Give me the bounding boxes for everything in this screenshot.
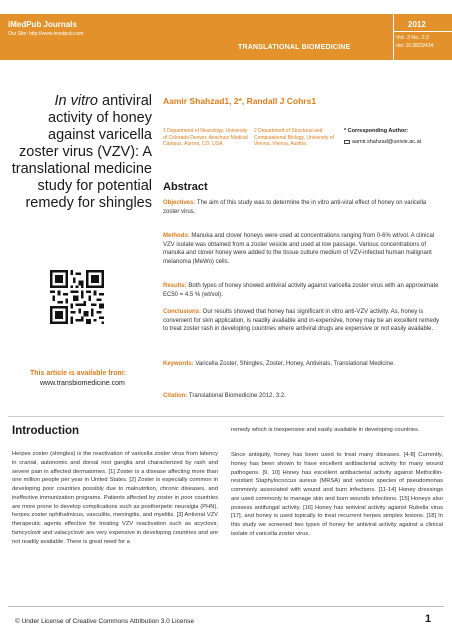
header-divider [393,14,394,60]
introduction-column-1: Herpes zoster (shingles) is the reactivation of varicella zoster virus from latency in cranial, autonomic and dorsal root ganglia and characterized by rash and severe pain in affected dermatomes. [1] Zoster is a disease affecting more than one million people per year in United States. [2] Zoster is especially common in developing poor countries possibly due to malnutrition, chronic diseases, and ineffective immunization programs. Patients affected by zoster in poor countries are more prone to develop complications such as postherpetic neuralgia (PHN), herpes zoster ophthalmicus, vasculitis, meningitis, and myelitis. [3] Antiviral VZV therapeutic agents effective for treating VZV reactivation such as acyclovir, famcyclovir and valacyclovir are very expensive in developing countries and are not readily available. There is great need for a [12,451,218,545]
envelope-icon [344,140,350,144]
methods-label: Methods: [163,233,190,239]
article-title [8,93,152,212]
abstract-keywords [163,360,443,369]
page-number: 1 [425,613,432,625]
introduction-column-2-paragraph: Since antiquity, honey has been used to treat many diseases. [4-8] Currently, honey has been shown to have excellent antibacterial activity for many wound pathogens. [9, 10] Honey has excellent antibacterial activity against Methicillin-resistant Staphylococcus aureus (MRSA) and various species of pseudomonas commonly associated with wound and burn infections. [11-14] Honey dressings are used commonly to manage skin and burn wounds infections. [15] Honeys also possess antifungal activity. [16] Honey has antiviral activity against Rubella virus [17], and honey is used topically to treat recurrent herpes simplex lesions. [18] In this study we screened two types of honey for antiviral activity against a clinical isolate of varicella zoster virus. [231,452,443,537]
qr-code-icon[interactable] [50,270,104,324]
conclusions-label: Conclusions: [163,309,202,315]
doi-info[interactable]: doi: 10.3823/434 [396,43,434,49]
header-rule [394,31,452,32]
abstract-objectives [163,199,443,216]
affiliation-1: 1 Department of Neurology, University of Colorado Denver, Anschutz Medical Campus, Aurora, CO, USA. [163,128,248,148]
introduction-heading: Introduction [12,425,80,437]
keywords-text: Varicella Zoster, Shingles, Zoster, Honey, Antivirals, Translational Medicine. [193,361,395,367]
abstract-heading: Abstract [163,181,208,193]
introduction-column-2-start: remedy which is inexpensive and easily available in developing countries. [231,427,420,433]
conclusions-text: Our results showed that honey has significant in vitro anti-VZV activity. As, honey is convenient for skin application, is readily available and in-expensive, honey may be an excellent remedy to treat zoster rash in developing countries where antiviral drugs are expensive or not easily available. [163,309,440,333]
results-label: Results: [163,283,187,289]
volume-info: Vol. 3 No. 2:2 [396,35,430,41]
methods-text: Manuka and clover honeys were used at concentrations ranging from 0-6% wt/vol. A clinical VZV isolate was obtained from a zoster vesicle and used at low passage. Various concentrations of manuka and clover honey were added to the tissue culture medium of VZV-infected human malignant melanoma (MeWo) cells. [163,233,435,265]
title-rest: antiviral activity of honey against varicella zoster virus (VZV): A translational medicine study for potential remedy for shingles [11,93,152,211]
corresponding-email[interactable]: aamir.shahzad@univie.ac.at [352,139,422,145]
author-list: Aamir Shahzad1, 2*, Randall J Cohrs1 [163,96,317,106]
section-divider [8,416,444,417]
affiliation-2: 2 Department of Structural and Computational Biology, University of Vienna, Vienna, Austria. [254,128,334,148]
publication-year: 2012 [408,20,426,29]
abstract-methods [163,232,443,266]
title-italic: In vitro [54,93,98,109]
abstract-conclusions [163,308,443,334]
citation-text: Translational Biomedicine 2012, 3:2. [187,393,286,399]
journal-name: iMedPub Journals [8,20,77,29]
journal-site-link[interactable]: Our Site: http://www.imedpub.com [8,31,84,37]
availability-label: This article is available from: [30,370,127,377]
abstract-results [163,282,443,299]
abstract-citation [163,392,443,401]
section-title: TRANSLATIONAL BIOMEDICINE [238,44,351,51]
license-text: © Under License of Creative Commons Attribution 3.0 License [15,618,194,625]
objectives-text: The aim of this study was to determine the in vitro anti-viral effect of honey on varicella zoster virus. [163,200,427,215]
keywords-label: Keywords: [163,361,194,367]
article-url-link[interactable]: www.transbiomedicine.com [40,380,125,387]
results-text: Both types of honey showed antiviral activity against varicella zoster virus with an approximate EC50 = 4.5 % (wt/vol). [163,283,439,298]
footer-rule [8,606,444,607]
objectives-label: Objectives: [163,200,196,206]
citation-label: Citation: [163,393,188,399]
corresponding-email-row[interactable] [344,139,421,145]
corresponding-author-label: * Corresponding Author: [344,128,409,134]
